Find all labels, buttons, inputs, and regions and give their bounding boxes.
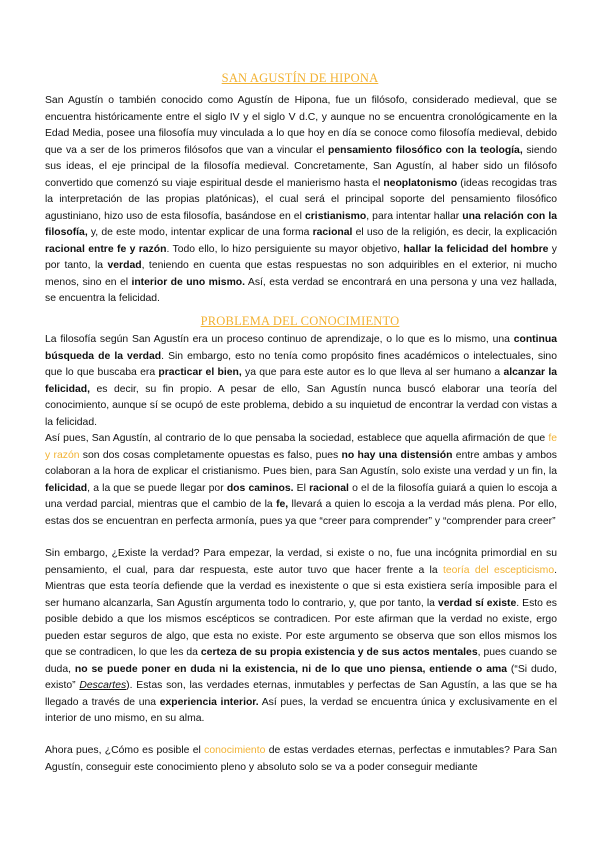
text-run: . Mientras que esta teoría defiende que la verdad es inexistente o que si esta existiera sería imposible para el ser humano alcanzarla, San Agustín argumenta todo lo contrario, y, que por tanto, la — [45, 564, 557, 609]
bold-text: fe, — [276, 499, 289, 510]
bold-text: certeza de su propia existencia y de sus actos mentales — [200, 647, 478, 658]
bold-text: practicar el bien, — [158, 367, 242, 378]
bold-text: neoplatonismo — [383, 177, 458, 189]
text-run: Así pues, la verdad se encuentra única y exclusivamente en el interior de uno mismo, en su alma. — [45, 696, 557, 724]
bold-text: cristianismo — [304, 210, 367, 222]
bold-text: alcanzar la felicidad, — [45, 367, 558, 395]
paragraph-truth — [45, 546, 557, 728]
text-run: , a la que se puede llegar por — [87, 482, 227, 494]
bold-text: pensamiento filosófico con la teología, — [328, 144, 523, 156]
bold-text: verdad sí existe — [437, 597, 517, 609]
text-run: es decir, su fin propio. A pesar de ello, San Agustín nunca buscó elaborar una teoría del conocimiento, aunque sí se ocupó de este problema, debido a su inquietud de encontrar la verdad con vistas a la felicidad. — [45, 383, 557, 428]
text-run: Sin embargo, ¿Existe la verdad? Para empezar, la verdad, si existe o no, fue una incógnita primordial en su pensamiento, el cual, para dar respuesta, este autor tuvo que hacer frente a la — [45, 548, 557, 576]
paragraph-intro — [45, 93, 557, 308]
text-run: , pues cuando se duda, — [45, 647, 557, 675]
bold-text: no hay una distensión — [341, 449, 453, 461]
bold-text: racional entre fe y razón — [45, 243, 167, 255]
bold-text: hallar la felicidad del hombre — [403, 243, 549, 255]
text-run: y, de este modo, intentar explicar de una forma — [87, 227, 313, 238]
text-run: y por tanto, la — [45, 243, 557, 271]
text-run: (“Si dudo, existo” — [45, 663, 557, 691]
bold-text: una relación con la filosofía, — [45, 210, 558, 238]
text-run: . Sin embargo, esto no tenía como propósito fines académicos o intelectuales, sino que lo que buscaba era — [45, 350, 557, 378]
text-run: Ahora pues, ¿Cómo es posible el — [45, 745, 205, 756]
text-run: ). Estas son, las verdades eternas, inmutables y perfectas de San Agustín, a las que se ha llegado a través de una — [45, 680, 557, 708]
text-run: ya que para este autor es lo que lleva al ser humano a — [241, 367, 504, 378]
bold-text: felicidad — [45, 482, 88, 494]
paragraph-conclusion — [45, 743, 557, 776]
text-run: (ideas recogidas tras la interpretación de las propias platónicas), el cual será el principal soporte del pensamiento filosófico agustiniano, hizo uso de esta filosofía, basándose en el — [45, 177, 557, 222]
bold-text: no se puede poner en duda ni la existencia, ni de lo que uno piensa, entiende o ama — [74, 663, 507, 675]
section-heading-knowledge: PROBLEMA DEL CONOCIMIENTO — [200, 314, 400, 328]
bold-text: experiencia interior. — [159, 696, 259, 708]
bold-text: continua búsqueda de la verdad — [45, 334, 557, 362]
text-run: , teniendo en cuenta que estas respuestas no son adquiribles en el exterior, ni mucho menos, sino en el — [45, 260, 558, 288]
title-heading: SAN AGUSTÍN DE HIPONA — [221, 71, 379, 85]
highlighted-term: fe y razón — [45, 433, 557, 461]
bold-text: dos caminos. — [226, 482, 294, 494]
text-run: El — [293, 482, 310, 494]
highlighted-term: teoría del escepticismo — [442, 564, 555, 576]
text-run: . Todo ello, lo hizo persiguiente su mayor objetivo, — [166, 243, 404, 255]
text-run: Así pues, San Agustín, al contrario de lo que pensaba la sociedad, establece que aquella afirmación de que — [45, 433, 549, 444]
text-run: Así, esta verdad se encontrará en una persona y una vez hallada, se encuentra la felicidad. — [45, 276, 557, 304]
bold-text: racional — [309, 482, 349, 494]
text-run: de estas verdades eternas, perfectas e inmutables? Para San Agustín, conseguir este conocimiento pleno y absoluto solo se va a poder conseguir mediante — [45, 745, 557, 773]
paragraph-knowledge — [45, 332, 557, 431]
text-run: . Esto es posible debido a que los mismos escépticos se contradicen. Por este afirman que la verdad no existe, ergo pueden estar seguros de algo, que esta no existe. Por este argumento se observa que son ellos mismos los que se contradicen, lo que les da — [45, 597, 557, 658]
text-run: siendo sus ideas, el eje principal de la filosofía medieval. Concretamente, San Agustín, al haber sido un filósofo convertido que comenzó su viaje espiritual desde el manierismo hasta el — [45, 144, 557, 189]
text-run: llevará a quien lo escoja a la verdad más plena. Por ello, estas dos se encuentran en perfecta armonía, pues ya que “creer para comprender” y “comprender para creer” — [45, 499, 557, 527]
text-run: La filosofía según San Agustín era un proceso continuo de aprendizaje, o lo que es lo mismo, una — [45, 334, 514, 345]
text-run: , para intentar hallar — [366, 210, 463, 222]
bold-text: interior de uno mismo. — [131, 276, 246, 288]
text-run: son dos cosas completamente opuestas es falso, pues — [79, 449, 342, 461]
highlighted-term: conocimiento — [204, 745, 266, 756]
paragraph-faith-reason — [45, 431, 557, 530]
text-run: el uso de la religión, es decir, la explicación — [352, 227, 557, 238]
bold-text: verdad — [107, 260, 142, 271]
citation: Descartes — [79, 680, 127, 691]
text-run: San Agustín o también conocido como Agustín de Hipona, fue un filósofo, considerado medieval, que se encuentra históricamente entre el siglo IV y el siglo V d.C, y aunque no se encuentra cronológicamente en la Edad Media, posee una filosofía muy vinculada a lo que hoy en día se conoce como filosofía medieval, debido que va a ser de los primeros filósofos que van a vincular el — [45, 95, 557, 156]
bold-text: racional — [312, 227, 353, 238]
text-run: entre ambas y ambos colaboran a la hora de explicar el cristianismo. Pues bien, para San Agustín, solo existe una verdad y un fin, la — [45, 449, 557, 477]
text-run: o el de la filosofía guiará a quien lo escoja a una verdad parcial, mientras que el cambio de la — [45, 482, 558, 510]
